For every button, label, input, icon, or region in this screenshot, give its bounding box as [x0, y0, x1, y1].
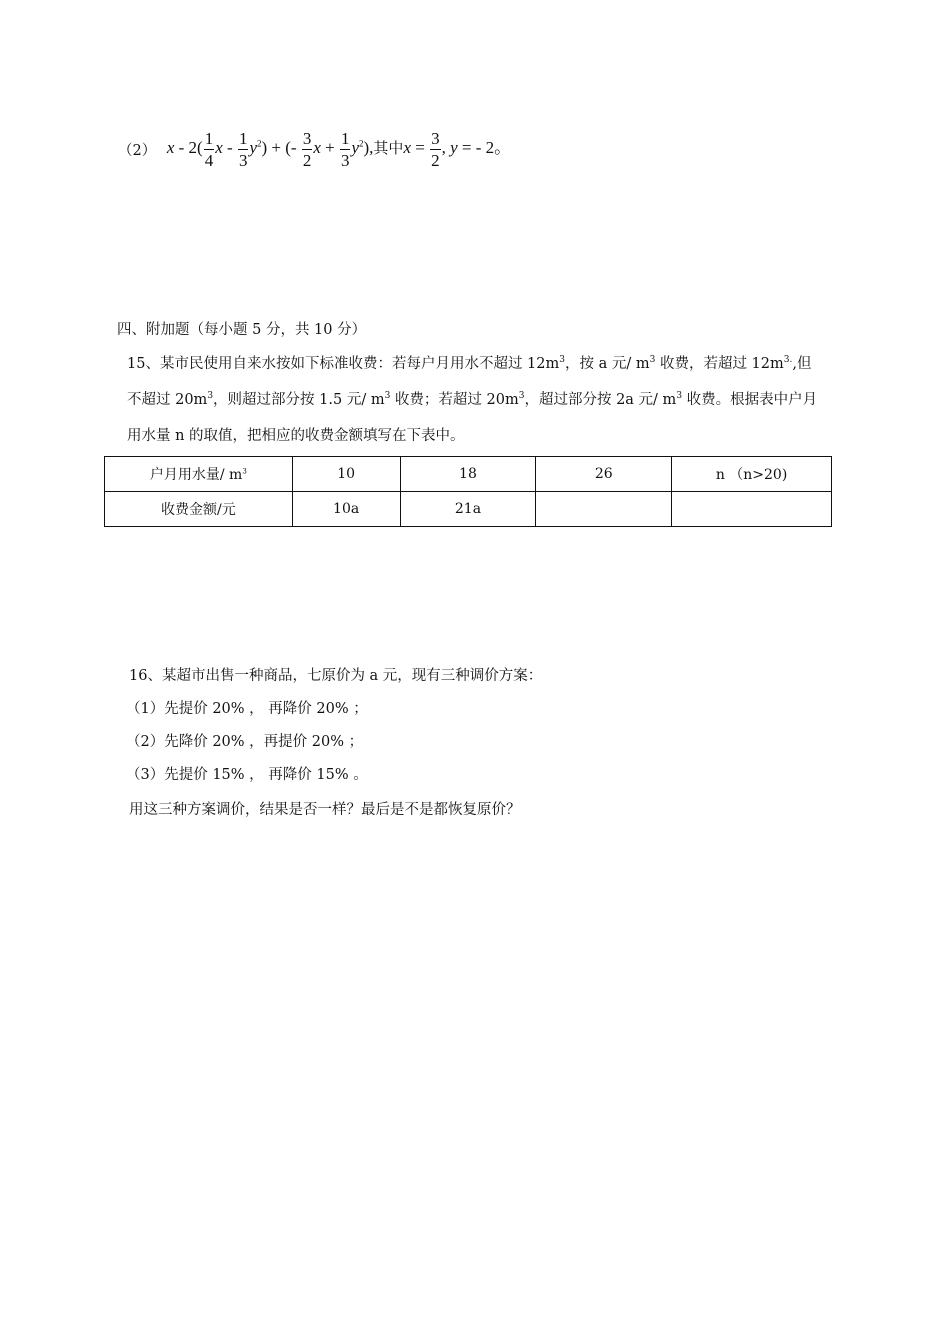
table-cell-blank[interactable]: [672, 492, 832, 527]
var-x: x: [166, 138, 175, 158]
fraction: $\frac{3}{2}$: [431, 129, 440, 170]
table-cell: 10a: [292, 492, 400, 527]
op: = - 2: [457, 138, 495, 158]
op: - 2(: [174, 138, 203, 158]
period: 。: [494, 138, 512, 159]
var-x: x: [403, 138, 411, 158]
q14-2-expression: [166, 129, 512, 170]
q16-option-2: （2）先降价 20% ，再提价 20% ；: [126, 734, 364, 750]
table-cell: 10: [292, 457, 400, 492]
var-x: x: [215, 138, 223, 158]
op: +: [320, 138, 339, 158]
q15-line-3: 用水量 n 的取值，把相应的收费金额填写在下表中。: [127, 428, 465, 444]
op: ) + (-: [261, 138, 301, 158]
table-cell: 18: [400, 457, 536, 492]
fraction: $\frac{1}{3}$: [340, 129, 350, 170]
table-header-usage: 户月用水量/ $m^3$: [105, 457, 293, 492]
var-y: y: [249, 138, 257, 158]
op: ),: [363, 138, 374, 158]
table-cell: 26: [536, 457, 672, 492]
q16-option-3: （3）先提价 15% ， 再降价 15% 。: [126, 767, 368, 783]
table-row: [105, 457, 832, 492]
exponent: 2: [256, 138, 262, 149]
q16-intro: 16、某超市出售一种商品，七原价为 a 元，现有三种调价方案：: [129, 668, 543, 684]
q16-question: 用这三种方案调价，结果是否一样？最后是不是都恢复原价？: [129, 802, 521, 818]
table-row: [105, 492, 832, 527]
fraction: $\frac{3}{2}$: [302, 129, 312, 170]
fee-table: [104, 456, 832, 527]
q15-line-1: 15、某市民使用自来水按如下标准收费：若每户月用水不超过 $12m^3$，按 a 元/ $m^3$ 收费，若超过 $12m^{3.}$,但: [127, 355, 812, 372]
var-y: y: [351, 138, 359, 158]
op: =: [410, 138, 430, 158]
fraction: $\frac{1}{3}$: [238, 129, 248, 170]
op: -: [222, 138, 237, 158]
where-text: 其中: [373, 139, 404, 158]
table-cell: n （n>20): [672, 457, 832, 492]
q14-2-label: （2）: [118, 143, 157, 159]
table-cell: 21a: [400, 492, 536, 527]
table-header-fee: 收费金额/元: [105, 492, 293, 527]
fraction: $\frac{1}{4}$: [204, 129, 214, 170]
var-y: y: [450, 138, 458, 158]
table-cell-blank[interactable]: [536, 492, 672, 527]
q14-2: [118, 130, 511, 169]
exponent: 2: [359, 138, 364, 149]
var-x: x: [313, 138, 321, 158]
op: ,: [441, 138, 451, 158]
q15-line-2: 不超过 $20m^3$，则超过部分按 1.5 元/ $m^3$ 收费；若超过 $20m^3$，超过部分按 2a 元/ $m^3$ 收费。根据表中户月: [127, 391, 818, 408]
q16-option-1: （1）先提价 20% ， 再降价 20% ；: [126, 701, 368, 717]
section-4-title: 四、附加题（每小题 5 分，共 10 分）: [117, 322, 367, 338]
